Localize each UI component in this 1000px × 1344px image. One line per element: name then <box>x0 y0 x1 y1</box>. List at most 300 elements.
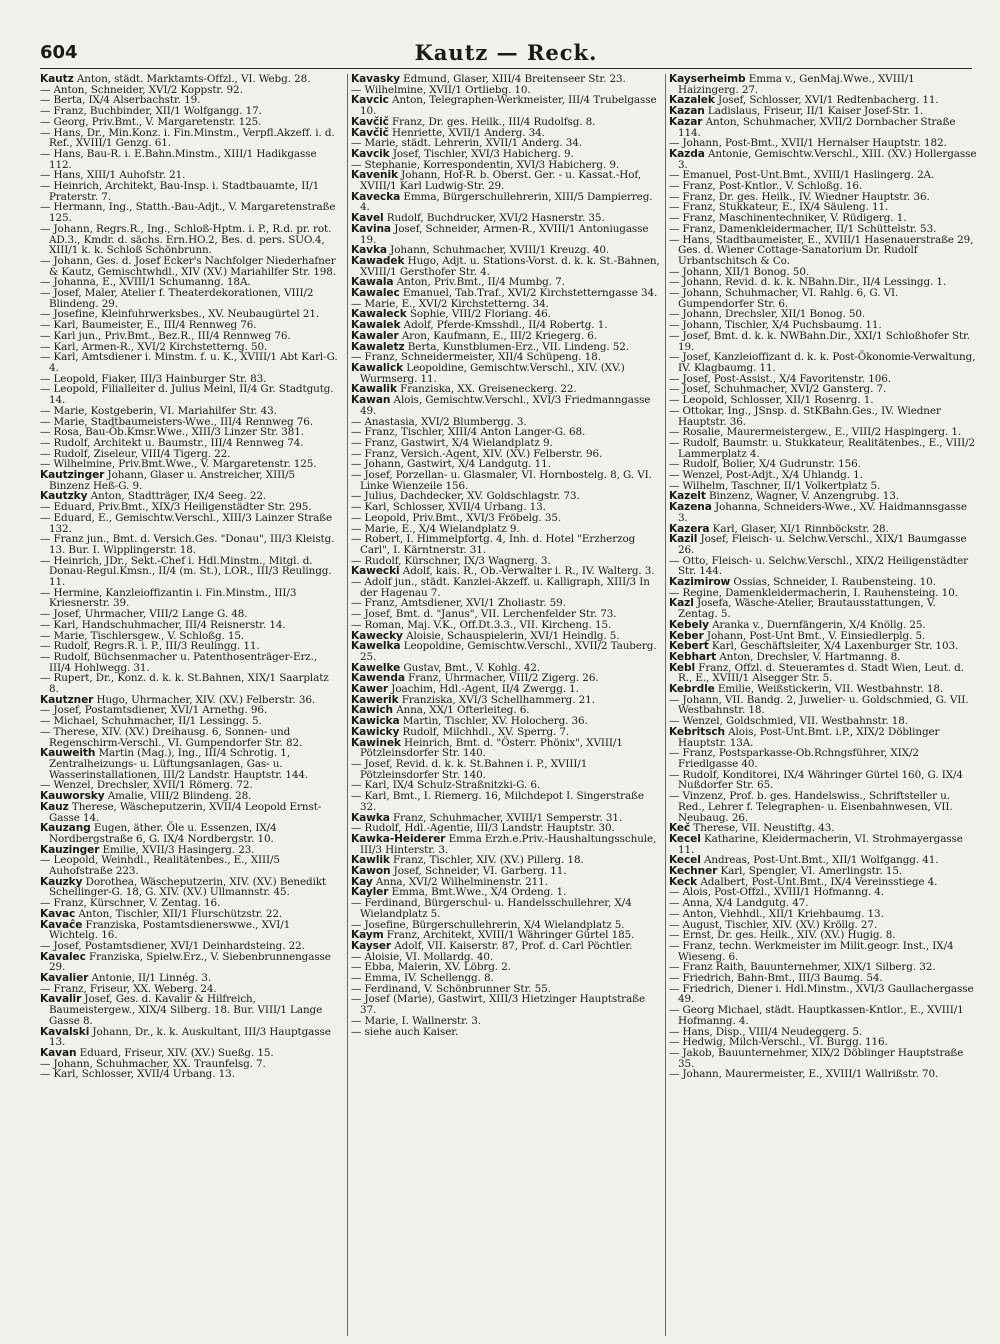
entry-text: — Leopold, Filialleiter d. Julius Meinl, II/4 Gr. Stadtgutg. 14. <box>40 383 334 407</box>
directory-entry <box>40 823 338 844</box>
entry-text: Martin (Mag.), Ing., III/4 Schrotig. 1, Zentralheizungs- u. Lüftungsanlagen, Gas- u. Wasserinstallationen, III/2 Landstr. Hauptstr. 144. <box>49 747 309 781</box>
column-3 <box>665 74 977 1336</box>
entry-text: — Alois, Post-Offzl., XVIII/1 Hofmanng. 4. <box>669 886 884 899</box>
entry-text: — Johann, Drechsler, XII/1 Bonog. 50. <box>669 308 866 321</box>
directory-entry <box>669 502 977 523</box>
entry-surname: Kavcic <box>351 94 389 107</box>
entry-text: — Franz, Stukkateur, E., IX/4 Säuleng. 11. <box>669 201 889 214</box>
entry-text: Johann, Hof-R. b. Oberst. Ger. - u. Kassat.-Hof, XVIII/1 Karl Ludwig-Str. 29. <box>360 169 641 193</box>
directory-entry <box>351 577 662 598</box>
entry-text: — Wilhelm, Taschner, II/1 Volkertplatz 5. <box>669 479 881 492</box>
entry-surname: Kebhart <box>669 650 717 663</box>
directory-entry <box>40 802 338 823</box>
directory-entry <box>351 170 662 191</box>
entry-text: — Aloisie, VI. Mollardg. 40. <box>351 950 494 963</box>
directory-entry <box>351 738 662 759</box>
directory-entry <box>669 1048 977 1069</box>
directory-entry <box>669 288 977 309</box>
directory-entry <box>669 74 977 95</box>
directory-entry <box>669 663 977 684</box>
entry-surname: Kawicky <box>351 725 400 738</box>
entry-text: — Marie, E., X/4 Wielandplatz 9. <box>351 522 520 535</box>
entry-text: — Josef, Uhrmacher, VIII/2 Lange G. 48. <box>40 608 248 621</box>
directory-entry <box>40 384 338 405</box>
entry-surname: Kavecka <box>351 190 401 203</box>
directory-entry <box>351 534 662 555</box>
entry-surname: Kebrdle <box>669 683 715 696</box>
entry-text: Leopoldine, Gemischtw.Verschl., XIV. (XV.) Wurmserg. 11. <box>360 361 625 385</box>
column-1 <box>40 74 338 1336</box>
entry-text: Franz, Offzl. d. Steueramtes d. Stadt Wien, Leut. d. R., E., XVIII/1 Alsegger Str. 5. <box>678 661 964 685</box>
entry-surname: Kawecky <box>351 629 403 642</box>
entry-surname: Kazelt <box>669 490 706 503</box>
directory-entry <box>351 192 662 213</box>
directory-entry <box>669 984 977 1005</box>
entry-text: Sophie, VIII/2 Floriang. 46. <box>406 308 551 321</box>
entry-text: Leopoldine, Gemischtw.Verschl., XVII/2 Tauberg. 25. <box>360 640 657 663</box>
entry-text: Adalbert, Post-Unt.Bmt., IX/4 Vereinsstiege 4. <box>697 875 938 888</box>
entry-text: — Wilhelmine, Priv.Bmt.Wwe., V. Margaretenstr. 125. <box>40 458 317 471</box>
entry-text: — Rudolf, Architekt u. Baumstr., III/4 Rennweg 74. <box>40 436 304 449</box>
directory-entry <box>669 748 977 769</box>
entry-surname: Kebely <box>669 618 709 631</box>
directory-entry <box>669 534 977 555</box>
entry-text: — Johann, Tischler, X/4 Puchsbaumg. 11. <box>669 319 882 332</box>
directory-entry <box>669 834 977 855</box>
entry-surname: Kazar <box>669 115 703 128</box>
entry-text: — Karl, Amtsdiener i. Minstm. f. u. K., XVIII/1 Abt Karl-G. 4. <box>40 351 338 374</box>
entry-text: Johann, Schuhmacher, XVIII/1 Kreuzg. 40. <box>386 244 610 257</box>
entry-text: Franziska, Spielw.Erz., V. Siebenbrunnengasse 29. <box>49 950 331 974</box>
entry-text: — Josef, Bmt. d. "Janus", VII. Lerchenfelder Str. 73. <box>351 608 617 621</box>
entry-text: Johann, Glaser u. Anstreicher, XIII/5 Binzenz Heß-G. 9. <box>49 469 296 492</box>
entry-surname: Kawan <box>351 394 391 407</box>
directory-entry <box>669 438 977 459</box>
entry-surname: Kecel <box>669 854 701 867</box>
entry-text: — Hans, Stadtbaumeister, E., XVIII/1 Hasenauerstraße 29, Ges. d. Wiener Cottage-Sanatorium Dr. Rudolf Urbantschitsch & Co. <box>669 233 974 267</box>
entry-text: — Karl, Bmt., I. Riemerg. 16, Milchdepot I. Singerstraße 32. <box>351 790 644 813</box>
entry-text: — Anton, Schneider, XVI/2 Koppstr. 92. <box>40 83 243 96</box>
entry-surname: Kautzky <box>40 490 88 503</box>
entry-text: — Hans, Bau-R. i. E.Bahn.Minstm., XIII/1 Hadikgasse 112. <box>40 147 317 171</box>
entry-surname: Kazan <box>669 105 705 118</box>
directory-entry <box>351 994 662 1015</box>
entry-text: Emma, Bmt.Wwe., X/4 Ordeng. 1. <box>388 886 567 899</box>
entry-text: Edmund, Glaser, XIII/4 Breitenseer Str. 23. <box>399 74 626 85</box>
entry-text: — Otto, Fleisch- u. Selchw.Verschl., XIX/2 Heiligenstädter Str. 144. <box>669 554 969 578</box>
entry-text: — Karl, Handschuhmacher, III/4 Reisnerstr. 14. <box>40 618 286 631</box>
entry-text: — Josef, Revid. d. k. k. St.Bahnen i. P., XVIII/1 Pötzleinsdorfer Str. 140. <box>351 758 588 781</box>
entry-text: — Josef, Schuhmacher, XVI/2 Gansterg. 7. <box>669 383 887 396</box>
directory-entry <box>40 224 338 256</box>
directory-entry <box>40 470 338 491</box>
entry-surname: Kauz <box>40 800 69 813</box>
entry-text: Binzenz, Wagner, V. Anzengrubg. 13. <box>705 490 900 503</box>
entry-text: Aron, Kaufmann, E., III/2 Kriegerg. 6. <box>398 329 597 342</box>
entry-text: Franz, Schuhmacher, XVIII/1 Semperstr. 31. <box>389 811 623 824</box>
entry-text: Ossias, Schneider, I. Raubensteing. 10. <box>730 576 936 589</box>
directory-entry <box>351 791 662 812</box>
entry-text: — Josef, Postamtsdiener, XVI/1 Arnethg. 96. <box>40 704 268 717</box>
entry-text: — Anastasia, XVI/2 Blumbergg. 3. <box>351 415 527 428</box>
entry-text: Anton, städt. Marktamts-Offzl., VI. Webg. 28. <box>73 74 311 85</box>
directory-entry <box>40 748 338 780</box>
entry-surname: Kavaĉe <box>40 918 83 931</box>
entry-text: Alois, Post-Unt.Bmt. i.P., XIX/2 Döblinger Hauptstr. 13A. <box>678 725 940 749</box>
entry-text: — August, Tischler, XIV. (XV.) Kröllg. 27. <box>669 918 878 931</box>
entry-text: — Rudolf, Büchsenmacher u. Patenthosenträger-Erz., III/4 Hohlwegg. 31. <box>40 650 318 674</box>
directory-entry <box>351 898 662 919</box>
entry-text: — Roman, Maj. V.K., Off.Dt.3.3., VII. Kircheng. 15. <box>351 618 612 631</box>
entry-surname: Kebritsch <box>669 725 725 738</box>
entry-surname: Kay <box>351 875 373 888</box>
entry-surname: Kayler <box>351 886 389 899</box>
entry-text: — Franz, Buchbinder, XII/1 Wolfgangg. 17. <box>40 105 262 118</box>
directory-entry <box>40 128 338 149</box>
entry-text: — Josef, Maler, Atelier f. Theaterdekorationen, VIII/2 Blindeng. 29. <box>40 287 314 310</box>
entry-surname: Kavalier <box>40 972 89 985</box>
entry-text: — Hermine, Kanzleioffizantin i. Fin.Minstm., III/3 Kriesnerstr. 39. <box>40 586 297 610</box>
entry-text: Heinrich, Bmt. d. "Österr. Phönix", XVIII/1 Pötzleinsdorfer Str. 140. <box>360 736 623 760</box>
entry-surname: Kawalik <box>351 383 397 396</box>
entry-text: — Franz, Kürschner, V. Zentag. 16. <box>40 897 221 910</box>
entry-text: Andreas, Post-Unt.Bmt., XII/1 Wolfgangg. 41. <box>700 854 939 867</box>
entry-text: — Anton, Viehhdl., XII/1 Kriehbaumg. 13. <box>669 907 884 920</box>
entry-surname: Kecel <box>669 832 701 845</box>
entry-surname: Kawaleck <box>351 308 407 321</box>
entry-text: — Hermann, Ing., Statth.-Bau-Adjt., V. Margaretenstraße 125. <box>40 201 336 225</box>
entry-surname: Kavac <box>40 907 76 920</box>
entry-text: Josef, Ges. d. Kavalir & Hilfreich, Baumeistergew., XIX/4 Silberg. 18. Bur. VIII/1 Lange Gasse 8. <box>49 993 323 1027</box>
entry-text: Johann, Post-Unt Bmt., V. Einsiedlerplg. 5. <box>703 629 926 642</box>
entry-text: — Johann, XII/1 Bonog. 50. <box>669 265 810 278</box>
entry-text: — Franz, Post-Kntlor., V. Schloßg. 16. <box>669 180 863 193</box>
directory-entry <box>351 470 662 491</box>
entry-text: — Hedwig, Milch-Verschl., VI. Burgg. 116. <box>669 1036 888 1049</box>
entry-surname: Kavel <box>351 212 384 225</box>
entry-text: Karl, Glaser, XI/1 Rinnböckstr. 28. <box>709 522 889 535</box>
entry-text: Antonie, Gemischtw.Verschl., XIII. (XV.) Hollergasse 3. <box>678 147 977 171</box>
entry-text: Martin, Tischler, XV. Holocherg. 36. <box>399 715 588 728</box>
entry-text: — Johann, Regrs.R., Ing., Schloß-Hptm. i. P., R.d. pr. rot. AD.3., Kmdr. d. sächs. Ern.HO.2, Bes. d. pers. SUO.4, XIII/1 k. k. Schloß Schönbrunn. <box>40 222 332 257</box>
entry-text: Anna, XVI/2 Wilhelminenstr. 211. <box>372 875 548 888</box>
directory-entry <box>351 759 662 780</box>
entry-text: — Franz, Damenkleidermacher, II/1 Schüttelstr. 53. <box>669 222 937 235</box>
directory-entry <box>669 770 977 791</box>
directory-entry <box>351 224 662 245</box>
entry-surname: Kazalek <box>669 94 715 107</box>
entry-surname: Kawinek <box>351 736 401 749</box>
entry-text: — Karl, Armen-R., XVI/2 Kirchstetterng. 50. <box>40 340 268 353</box>
entry-text: Franziska, XX. Greiseneckerg. 22. <box>396 383 577 396</box>
directory-entry <box>40 256 338 277</box>
entry-text: — Adolf jun., städt. Kanzlei-Akzeff. u. Kalligraph, XIII/3 In der Hagenau 7. <box>351 576 650 599</box>
entry-text: — Franz, Amtsdiener, XVI/1 Zholiastr. 59. <box>351 597 566 610</box>
entry-text: Franz, Tischler, XIV. (XV.) Pillerg. 18. <box>389 854 584 867</box>
entry-text: — Georg Michael, städt. Hauptkassen-Kntlor., E., XVIII/1 Hofmanng. 4. <box>669 1004 964 1027</box>
directory-entry <box>40 877 338 898</box>
entry-text: — Wenzel, Drechsler, XVII/1 Römerg. 72. <box>40 779 253 792</box>
entry-text: Hugo, Adjt. u. Stations-Vorst. d. k. k. St.-Bahnen, XVIII/1 Gersthofer Str. 4. <box>360 254 660 278</box>
entry-text: — Hans, Disp., VIII/4 Neudeggerg. 5. <box>669 1025 863 1038</box>
entry-surname: Kayserheimb <box>669 74 746 85</box>
entry-text: Therese, VII. Neustiftg. 43. <box>690 822 835 835</box>
entry-text: Henriette, XVII/1 Anderg. 34. <box>388 126 545 139</box>
entry-text: Franz, Dr. ges. Heilk., III/4 Rudolfsg. 8. <box>388 115 596 128</box>
directory-entry <box>40 1027 338 1048</box>
entry-text: — Jakob, Bauunternehmer, XIX/2 Döblinger Hauptstraße 35. <box>669 1046 964 1070</box>
entry-text: — Rudolf, Kürschner, IX/3 Wagnerg. 3. <box>351 554 551 567</box>
entry-text: — Karl, Baumeister, E., III/4 Rennweg 76. <box>40 319 257 332</box>
entry-text: — Franz, Versich.-Agent, XIV. (XV.) Felberstr. 96. <box>351 447 603 460</box>
entry-text: — Rudolf, Ziseleur, VIII/4 Tigerg. 22. <box>40 447 231 460</box>
entry-text: — Josef (Marie), Gastwirt, XIII/3 Hietzinger Hauptstraße 37. <box>351 993 646 1017</box>
entry-surname: Kauworsky <box>40 790 105 803</box>
entry-text: Anton, Stadtträger, IX/4 Seeg. 22. <box>87 490 267 503</box>
entry-surname: Kawicka <box>351 715 400 728</box>
entry-surname: Kebl <box>669 661 696 674</box>
entry-surname: Kaym <box>351 929 384 942</box>
entry-surname: Kawenda <box>351 672 405 685</box>
entry-surname: Kebert <box>669 640 709 653</box>
entry-surname: Kawaler <box>351 329 399 342</box>
entry-text: — Rudolf, Bolier, X/4 Gudrunstr. 156. <box>669 458 861 471</box>
entry-text: Franziska, XVI/3 Schellhammerg. 21. <box>398 693 595 706</box>
entry-text: — Johann, VII. Bandg. 2, Juwelier- u. Goldschmied, G. VII. Westbahnstr. 18. <box>669 693 969 717</box>
entry-text: — Johann, Gastwirt, X/4 Landgutg. 11. <box>351 458 551 471</box>
directory-entry <box>40 920 338 941</box>
entry-surname: Kazl <box>669 597 694 610</box>
entry-text: — Franz, techn. Werkmeister im Milit.geogr. Inst., IX/4 Wieseng. 6. <box>669 939 954 963</box>
entry-text: — Rosa, Bau-Öb.Kmsr.Wwe., XIII/3 Linzer Str. 381. <box>40 426 305 439</box>
entry-surname: Keck <box>669 875 698 888</box>
directory-entry <box>40 288 338 309</box>
entry-text: — Wenzel, Goldschmied, VII. Westbahnstr. 18. <box>669 715 908 728</box>
directory-entry <box>40 534 338 555</box>
entry-text: — Johann, Schuhmacher, VI. Rahlg. 6, G. VI. Gumpendorfer Str. 6. <box>669 287 899 310</box>
entry-text: — Franz, Postsparkasse-Ob.Rchngsführer, XIX/2 Friedlgasse 40. <box>669 747 919 770</box>
directory-entry <box>351 363 662 384</box>
entry-text: — Franz, Friseur, XX. Weberg. 24. <box>40 982 217 995</box>
entry-surname: Keč <box>669 822 691 835</box>
entry-text: — Franz, Schneidermeister, XII/4 Schüpeng. 18. <box>351 351 601 364</box>
directory-entry <box>351 641 662 662</box>
entry-text: — Johann, Schuhmacher, XX. Traunfelsg. 7. <box>40 1057 266 1070</box>
entry-text: — Friedrich, Diener i. Hdl.Minstm., XVI/3 Gaullachergasse 49. <box>669 982 974 1006</box>
entry-text: — Ottokar, Ing., JSnsp. d. StKBahn.Ges., IV. Wiedner Hauptstr. 36. <box>669 404 941 428</box>
directory-entry <box>40 652 338 673</box>
entry-text: — Leopold, Schlosser, XII/1 Rosenrg. 1. <box>669 394 874 407</box>
directory-entry <box>351 95 662 116</box>
entry-text: — Franz, Tischler, XIII/4 Anton Langer-G. 68. <box>351 426 586 439</box>
entry-surname: Kawerik <box>351 693 399 706</box>
directory-entry <box>40 952 338 973</box>
entry-surname: Kauzinger <box>40 843 100 856</box>
entry-text: — Rupert, Dr., Konz. d. k. k. St.Bahnen, XIX/1 Saarplatz 8. <box>40 672 329 696</box>
directory-entry <box>669 791 977 823</box>
entry-text: — Therese, XIV. (XV.) Dreihausg. 6, Sonnen- und Regenschirm-Verschl., VI. Gumpendorfer Str. 82. <box>40 725 303 749</box>
directory-entry <box>669 117 977 138</box>
entry-text: Therese, Wäscheputzerin, XVII/4 Leopold Ernst-Gasse 14. <box>49 800 322 824</box>
entry-text: — Anna, X/4 Landgutg. 47. <box>669 897 809 910</box>
entry-surname: Kawalek <box>351 319 401 332</box>
entry-text: — Ferdinand, V. Schönbrunner Str. 55. <box>351 982 551 995</box>
entry-text: — Leopold, Priv.Bmt., XVI/3 Fröbelg. 35. <box>351 511 562 524</box>
entry-surname: Kazda <box>669 147 705 160</box>
entry-text: Adolf, kais. R., Ob.-Verwalter i. R., IV. Walterg. 3. <box>399 565 655 578</box>
entry-text: Johanna, Schneiders-Wwe., XV. Haidmannsgasse 3. <box>678 501 967 524</box>
entry-text: Adolf, Pferde-Kmsshdl., II/4 Robertg. 1. <box>400 319 608 332</box>
entry-text: — Josef, Bmt. d. k. k. NWBahn.Dir., XXI/1 Schloßhofer Str. 19. <box>669 329 970 353</box>
directory-entry <box>40 202 338 223</box>
entry-text: — Johann, Maurermeister, E., XVIII/1 Wallrißstr. 70. <box>669 1068 939 1081</box>
entry-surname: Kawalec <box>351 287 400 300</box>
entry-surname: Kawon <box>351 865 391 878</box>
entry-surname: Kauweith <box>40 747 96 760</box>
entry-text: — Emanuel, Post-Unt.Bmt., XVIII/1 Haslingerg. 2A. <box>669 169 935 182</box>
entry-text: — Marie, Stadtbaumeisters-Wwe., III/4 Rennweg 76. <box>40 415 313 428</box>
entry-text: — Karl jun., Priv.Bmt., Bez.R., III/4 Rennweg 76. <box>40 329 291 342</box>
directory-entry <box>40 994 338 1026</box>
entry-text: — Johann, Ges. d. Josef Ecker's Nachfolger Niederhafner & Kautz, Gemischtwhdl., XIV (XV.) Mariahilfer Str. 198. <box>40 254 336 278</box>
entry-surname: Kazera <box>669 522 710 535</box>
entry-text: Josef, Schneider, Armen-R., XVIII/1 Antoniugasse 19. <box>360 222 649 246</box>
entry-text: Emilie, XVII/3 Hasingerg. 23. <box>99 843 255 856</box>
entry-text: Anton, Priv.Bmt., II/4 Mumbg. 7. <box>393 276 565 289</box>
entry-text: Anton, Schuhmacher, XVII/2 Dornbacher Straße 114. <box>678 115 956 139</box>
entry-text: — Hans, XIII/1 Auhofstr. 21. <box>40 169 186 182</box>
entry-text: — Karl, IX/4 Schulz-Straßnitzki-G. 6. <box>351 779 541 792</box>
entry-text: — Hans, Dr., Min.Konz. i. Fin.Minstm., Verpfl.Akzeff. i. d. Ref., XVIII/1 Genzg. 61. <box>40 126 335 150</box>
directory-entry <box>40 673 338 694</box>
page-header <box>40 38 972 69</box>
entry-text: — Franz jun., Bmt. d. Versich.Ges. "Donau", III/3 Kleistg. 13. Bur. I. Wipplingerstr. 18. <box>40 533 335 556</box>
directory-entry <box>669 727 977 748</box>
entry-surname: Kawaletz <box>351 340 405 353</box>
entry-surname: Kechner <box>669 865 718 878</box>
entry-text: Anton, Drechsler, V. Hartmanng. 8. <box>716 650 901 663</box>
entry-text: Amalie, VIII/2 Blindeng. 28. <box>104 790 252 803</box>
entry-text: Anton, Tischler, XII/1 Flurschützstr. 22. <box>75 907 283 920</box>
entry-text: — Wenzel, Post-Adjt., X/4 Uhlandg. 1. <box>669 469 863 482</box>
entry-surname: Kavčič <box>351 126 389 139</box>
entry-text: Josef, Schneider, VI. Garberg. 11. <box>390 865 567 878</box>
entry-text: — Josef, Post-Assist., X/4 Favoritenstr. 106. <box>669 372 891 385</box>
entry-surname: Kautzinger <box>40 469 105 482</box>
directory-entry <box>669 941 977 962</box>
entry-text: Josef, Fleisch- u. Selchw.Verschl., XIX/1 Baumgasse 26. <box>678 533 967 556</box>
directory-entry <box>351 1027 662 1038</box>
entry-text: Josef, Schlosser, XVI/1 Redtenbacherg. 11. <box>714 94 939 107</box>
entry-text: — Rudolf, Hdl.-Agentie, III/3 Landstr. Hauptstr. 30. <box>351 822 615 835</box>
entry-surname: Kawka-Heiderer <box>351 832 446 845</box>
running-head: Kautz — Reck. <box>414 40 598 65</box>
entry-surname: Kawelka <box>351 640 401 653</box>
entry-text: — Ernst, Dr. ges. Heilk., XIV. (XV.) Hugig. 8. <box>669 929 896 942</box>
entry-text: Rudolf, Milchhdl., XV. Sperrg. 7. <box>399 725 570 738</box>
entry-surname: Kavasky <box>351 74 400 85</box>
entry-text: — Regine, Damenkleidermacherin, I. Rauhensteing. 10. <box>669 586 958 599</box>
entry-text: — Leopold, Weinhdl., Realitätenbes., E., XIII/5 Auhofstraße 223. <box>40 854 280 878</box>
entry-text: Berta, Kunstblumen-Erz., VII. Lindeng. 52. <box>404 340 630 353</box>
entry-text: — Stephanie, Korrespondentin, XVI/3 Habicherg. 9. <box>351 158 620 171</box>
directory-entry <box>40 727 338 748</box>
entry-text: — Leopold, Fiaker, III/3 Hainburger Str. 83. <box>40 372 267 385</box>
directory-entry <box>669 406 977 427</box>
entry-text: — Friedrich, Bahn-Bmt., III/3 Baumg. 54. <box>669 972 883 985</box>
entry-text: Katharine, Kleidermacherin, VI. Strohmayergasse 11. <box>678 832 963 856</box>
entry-text: Ladislaus, Friseur, II/1 Kaiser Josef-Str. 1. <box>704 105 924 118</box>
entry-text: — Franz, Maschinentechniker, V. Rüdigerg. 1. <box>669 212 907 225</box>
entry-text: — Franz Raith, Bauunternehmer, XIX/1 Silberg. 32. <box>669 961 936 974</box>
entry-text: Franz, Uhrmacher, VIII/2 Zigerg. 26. <box>404 672 599 685</box>
directory-entry <box>669 149 977 170</box>
entry-text: — Michael, Schuhmacher, II/1 Lessingg. 5. <box>40 715 262 728</box>
entry-text: — Marie, I. Wallnerstr. 3. <box>351 1014 481 1027</box>
entry-text: — Rosalie, Maurermeistergew., E., VIII/2 Haspingerg. 1. <box>669 426 962 439</box>
directory-entry <box>351 256 662 277</box>
directory-entry <box>40 855 338 876</box>
entry-text: Anna, XX/1 Ofterleiteg. 6. <box>393 704 530 717</box>
entry-text: — Emma, IV. Schellengg. 8. <box>351 972 494 985</box>
entry-surname: Kautzner <box>40 693 94 706</box>
entry-text: Joachim, Hdl.-Agent, II/4 Zwergg. 1. <box>388 683 579 696</box>
entry-text: — Julius, Dachdecker, XV. Goldschlagstr. 73. <box>351 490 580 503</box>
entry-text: Eugen, äther. Öle u. Essenzen, IX/4 Nordbergstraße 6, G. IX/4 Nordbergstr. 10. <box>49 822 277 845</box>
entry-text: Emma Erzh.e.Priv.-Haushaltungsschule, III/3 Hinterstr. 3. <box>360 832 657 856</box>
entry-surname: Kawelke <box>351 661 401 674</box>
page-number: 604 <box>40 42 78 63</box>
entry-surname: Kazimirow <box>669 576 731 589</box>
entry-surname: Kavan <box>40 1046 77 1059</box>
entry-text: — Karl, Schlosser, XVII/4 Urbang. 13. <box>351 501 546 514</box>
entry-text: Johann, Dr., k. k. Auskultant, III/3 Hauptgasse 13. <box>49 1025 331 1049</box>
entry-surname: Kayser <box>351 939 392 952</box>
directory-entry <box>351 834 662 855</box>
entry-text: Dorothea, Wäscheputzerin, XIV. (XV.) Benedikt Schellinger-G. 18, G. XIV. (XV.) Ullmannstr. 45. <box>49 875 327 899</box>
entry-text: — siehe auch Kaiser. <box>351 1025 459 1038</box>
entry-text: — Marie, städt. Lehrerin, XVII/1 Anderg. 34. <box>351 137 583 150</box>
entry-surname: Kavalec <box>40 950 86 963</box>
entry-text: — Josef, Postamtsdiener, XVI/1 Deinhardsteing. 22. <box>40 939 305 952</box>
entry-surname: Keber <box>669 629 704 642</box>
entry-text: Franziska, Postamtsdienerswwe., XVI/1 Wichtelg. 16. <box>49 918 291 942</box>
directory-entry <box>40 181 338 202</box>
entry-surname: Kavčič <box>351 115 389 128</box>
entry-surname: Kawalick <box>351 361 404 374</box>
entry-text: Emma, Bürgerschullehrerin, XIII/5 Dampierreg. 4. <box>360 190 653 214</box>
entry-text: — Josefine, Bürgerschullehrerin, X/4 Wielandplatz 5. <box>351 918 625 931</box>
entry-surname: Kavina <box>351 222 391 235</box>
directory-entry <box>669 235 977 267</box>
directory-entry <box>669 556 977 577</box>
entry-text: — Ferdinand, Bürgerschul- u. Handelsschullehrer, X/4 Wielandplatz 5. <box>351 897 632 920</box>
entry-text: — Rudolf, Regrs.R. i. P., III/3 Reulingg. 11. <box>40 640 260 653</box>
entry-text: Antonie, II/1 Linnég. 3. <box>88 972 212 985</box>
entry-text: Josef, Tischler, XVI/3 Habicherg. 9. <box>389 147 574 160</box>
entry-text: Aranka v., Duernfängerin, X/4 Knöllg. 25. <box>708 618 926 631</box>
entry-text: — Josef, Porzellan- u. Glasmaler, VI. Hornbostelg. 8, G. VI. Linke Wienzeile 156. <box>351 469 652 492</box>
entry-text: — Vinzenz, Prof. b. ges. Handelswiss., Schriftsteller u. Red., Lehrer f. Telegraphen- u. Eisenbahnwesen, VII. Neubaug. 26. <box>669 790 953 824</box>
directory-entry <box>669 1069 977 1080</box>
entry-text: — Eduard, Priv.Bmt., XIX/3 Heiligenstädter Str. 295. <box>40 501 312 514</box>
entry-text: Eduard, Friseur, XIV. (XV.) Sueßg. 15. <box>76 1046 274 1059</box>
entry-surname: Kawich <box>351 704 393 717</box>
entry-text: Rudolf, Buchdrucker, XVI/2 Hasnerstr. 35. <box>383 212 605 225</box>
entry-text: Hugo, Uhrmacher, XIV. (XV.) Felberstr. 36. <box>93 693 316 706</box>
entry-text: — Johann, Post-Bmt., XVII/1 Hernalser Hauptstr. 182. <box>669 137 947 150</box>
directory-entry <box>669 352 977 373</box>
